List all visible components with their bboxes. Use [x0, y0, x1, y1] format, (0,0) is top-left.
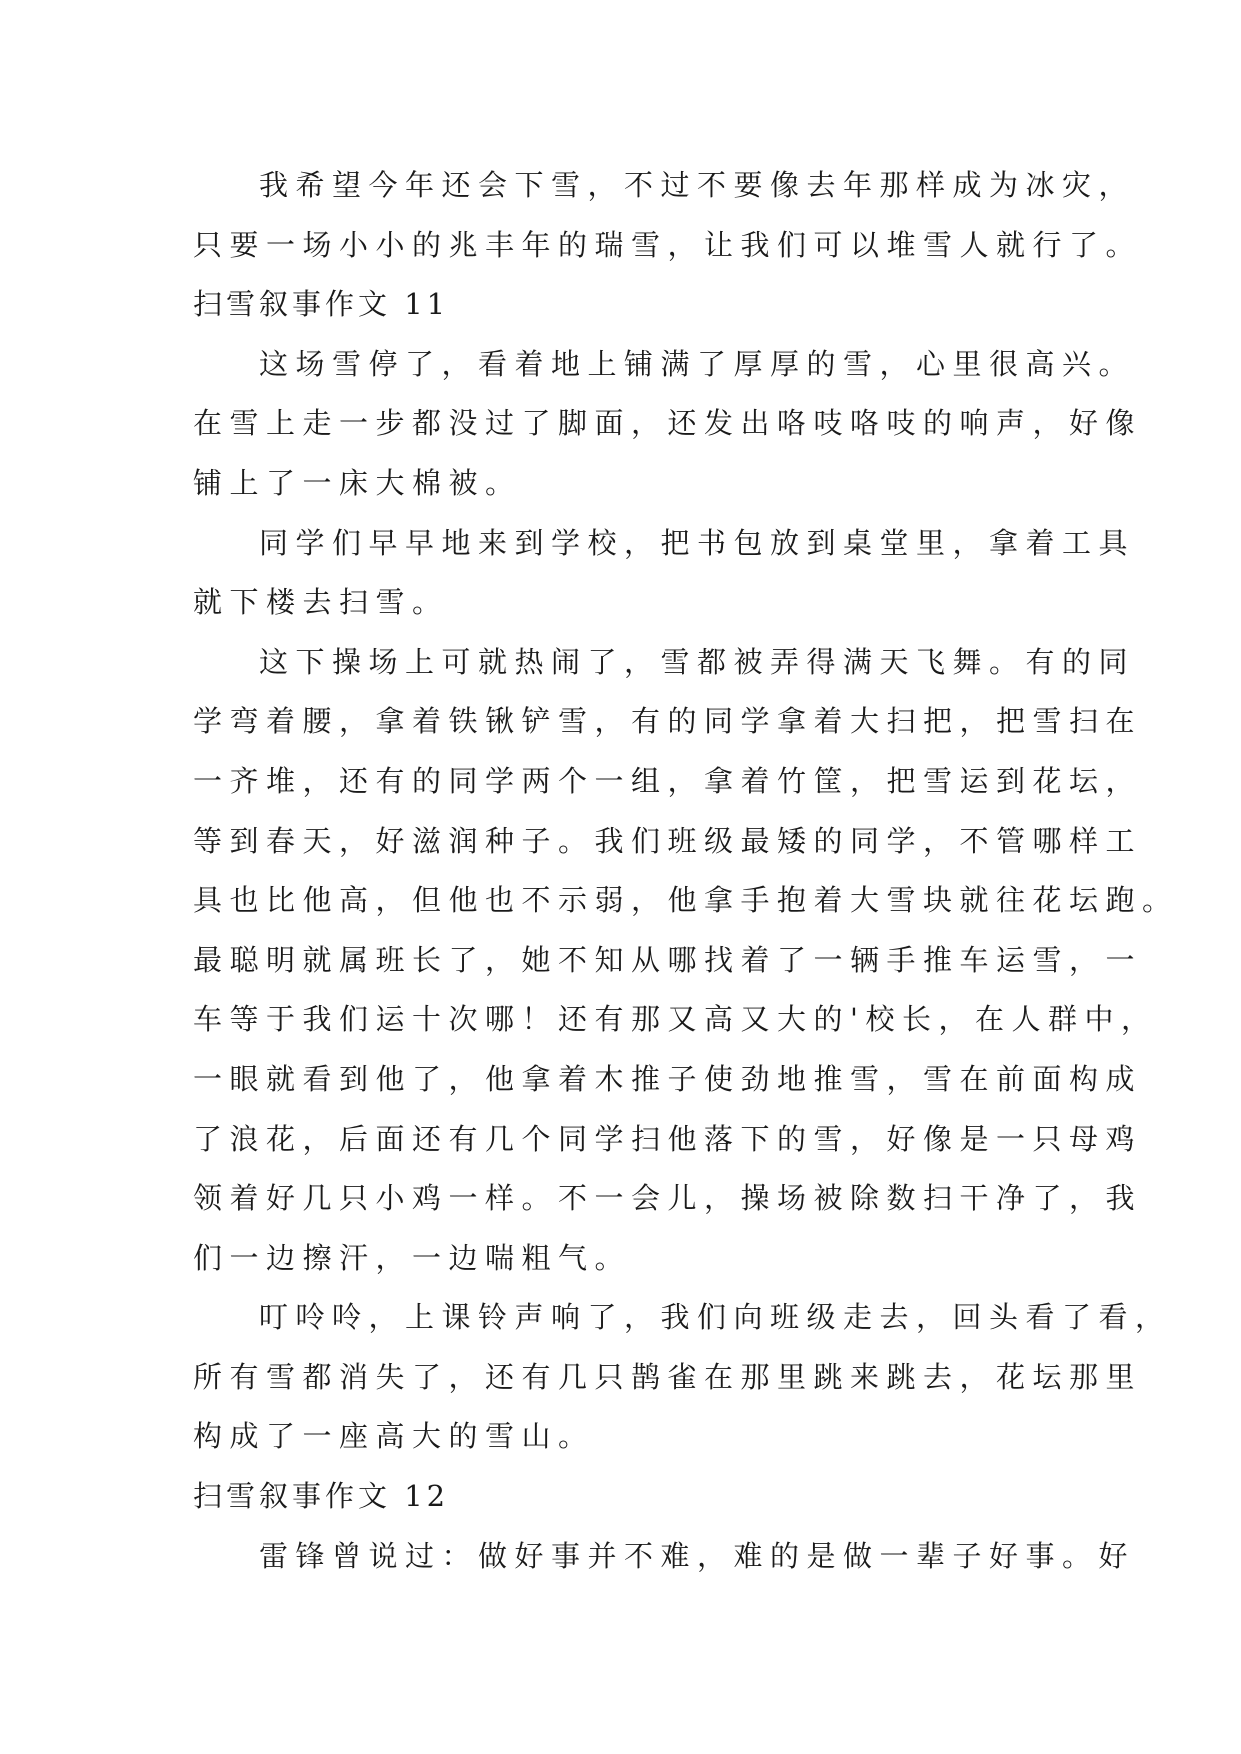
- text-line: 铺上了一床大棉被。: [193, 465, 522, 500]
- text-line: 叮呤呤，上课铃声响了，我们向班级走去，回头看了看，: [259, 1300, 1172, 1335]
- text-line: 这下操场上可就热闹了，雪都被弄得满天飞舞。有的同: [259, 644, 1136, 679]
- text-line: 在雪上走一步都没过了脚面，还发出咯吱咯吱的响声，好像: [193, 406, 1143, 441]
- text-line: 领着好几只小鸡一样。不一会儿，操场被除数扫干净了，我: [193, 1181, 1143, 1216]
- text-line: 们一边擦汗，一边喘粗气。: [193, 1240, 632, 1275]
- section-heading: 扫雪叙事作文 11: [193, 287, 450, 322]
- text-line: 具也比他高，但他也不示弱，他拿手抱着大雪块就往花坛跑。: [193, 883, 1179, 918]
- text-line: 学弯着腰，拿着铁锹铲雪，有的同学拿着大扫把，把雪扫在: [193, 704, 1143, 739]
- text-line: 最聪明就属班长了，她不知从哪找着了一辆手推车运雪，一: [193, 942, 1143, 977]
- text-line: 同学们早早地来到学校，把书包放到桌堂里，拿着工具: [259, 525, 1136, 560]
- text-line: 雷锋曾说过：做好事并不难，难的是做一辈子好事。好: [259, 1538, 1136, 1573]
- document-body: [193, 156, 1179, 1586]
- text-line: 构成了一座高大的雪山。: [193, 1419, 595, 1454]
- text-line: 车等于我们运十次哪！还有那又高又大的'校长，在人群中，: [193, 1002, 1158, 1037]
- text-line: 所有雪都消失了，还有几只鹊雀在那里跳来跳去，花坛那里: [193, 1359, 1143, 1394]
- text-line: 我希望今年还会下雪，不过不要像去年那样成为冰灾，: [259, 168, 1136, 202]
- text-line: 了浪花，后面还有几个同学扫他落下的雪，好像是一只母鸡: [193, 1121, 1143, 1156]
- text-line: 这场雪停了，看着地上铺满了厚厚的雪，心里很高兴。: [259, 346, 1136, 381]
- text-line: 一齐堆，还有的同学两个一组，拿着竹筐，把雪运到花坛，: [193, 763, 1143, 798]
- text-line: 等到春天，好滋润种子。我们班级最矮的同学，不管哪样工: [193, 823, 1143, 858]
- text-line: 就下楼去扫雪。: [193, 585, 449, 620]
- text-line: 只要一场小小的兆丰年的瑞雪，让我们可以堆雪人就行了。: [193, 227, 1143, 262]
- text-line: 一眼就看到他了，他拿着木推子使劲地推雪，雪在前面构成: [193, 1061, 1143, 1096]
- section-heading: 扫雪叙事作文 12: [193, 1479, 450, 1514]
